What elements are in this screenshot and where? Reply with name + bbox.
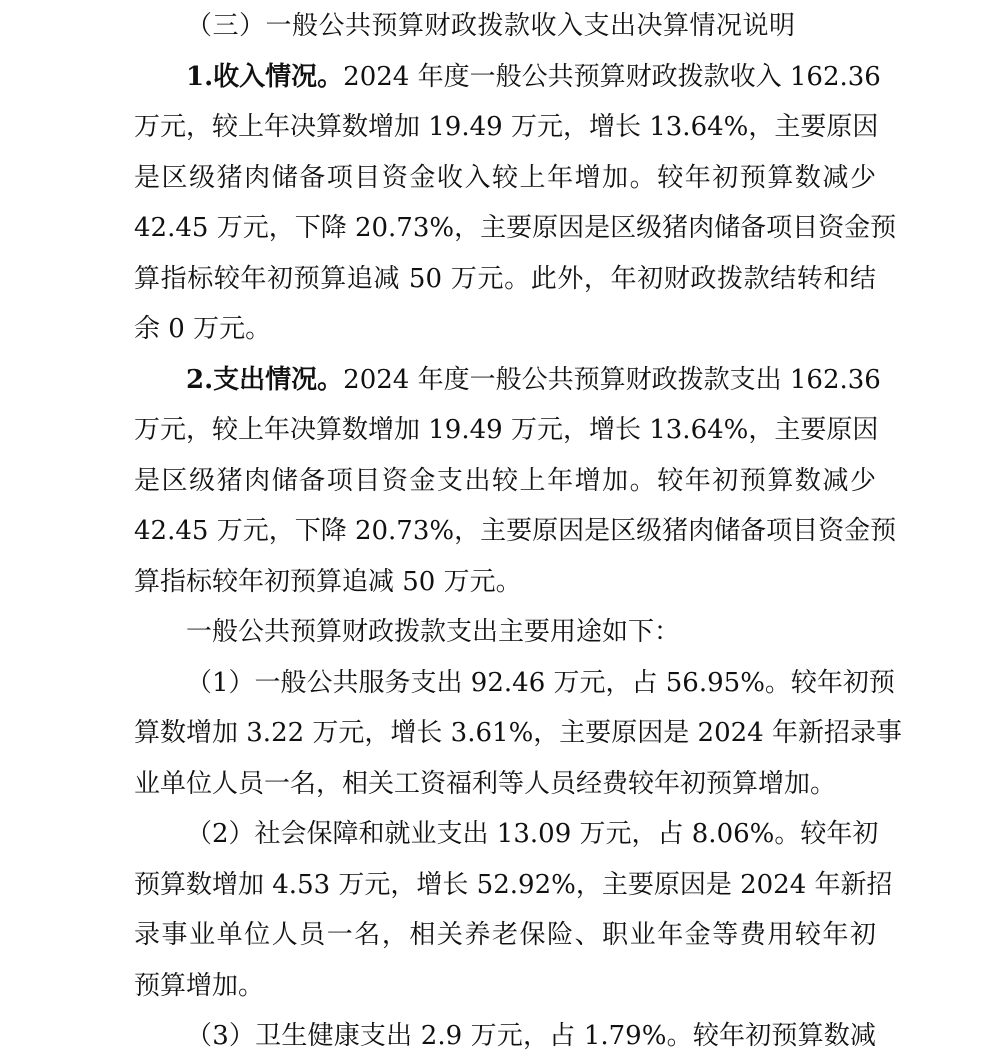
expenditure-line-2: 万元，较上年决算数增加 19.49 万元，增长 13.64%，主要原因 [134,415,879,445]
section-heading: （三）一般公共预算财政拨款收入支出决算情况说明 [186,11,796,41]
expenditure-line-5: 算指标较年初预算追减 50 万元。 [134,566,522,597]
use-item-1-line-1: （1）一般公共服务支出 92.46 万元，占 56.95%。较年初预 [186,667,895,698]
income-line-3: 是区级猪肉储备项目资金收入较上年增加。较年初预算数减少 [134,162,876,193]
use-item-2-line-1: （2）社会保障和就业支出 13.09 万元，占 8.06%。较年初 [186,819,879,849]
expenditure-line-1 [134,355,881,406]
expenditure-text-1: 2024 年度一般公共预算财政拨款支出 162.36 [343,364,881,395]
use-item-2-line-3: 录事业单位人员一名，相关养老保险、职业年金等费用较年初 [134,920,876,950]
use-item-2 [134,809,893,1011]
document-page [134,0,902,1062]
use-item-2-line-2: 预算数增加 4.53 万元，增长 52.92%，主要原因是 2024 年新招 [134,869,893,900]
expenditure-line-3: 是区级猪肉储备项目资金支出较上年增加。较年初预算数减少 [134,465,876,496]
use-item-1-line-2: 算数增加 3.22 万元，增长 3.61%，主要原因是 2024 年新招录事 [134,718,902,748]
expenditure-label: 2.支出情况。 [186,364,344,395]
income-label: 1.收入情况。 [186,61,344,92]
expenditure-line-4: 42.45 万元，下降 20.73%，主要原因是区级猪肉储备项目资金预 [134,516,897,546]
uses-intro: 一般公共预算财政拨款支出主要用途如下： [186,617,681,647]
use-item-3-line-1: （3）卫生健康支出 2.9 万元，占 1.79%。较年初预算数减 [186,1021,876,1051]
use-item-2-line-4: 预算增加。 [134,970,265,1001]
income-line-5: 算指标较年初预算追减 50 万元。此外，年初财政拨款结转和结 [134,263,876,294]
income-paragraph [134,52,897,355]
expenditure-paragraph [134,355,897,608]
income-text-1: 2024 年度一般公共预算财政拨款收入 162.36 [343,61,881,92]
income-line-2: 万元，较上年决算数增加 19.49 万元，增长 13.64%，主要原因 [134,112,879,142]
income-line-4: 42.45 万元，下降 20.73%，主要原因是区级猪肉储备项目资金预 [134,213,897,243]
income-line-1 [134,52,881,103]
use-item-1 [134,658,902,810]
use-item-1-line-3: 业单位人员一名，相关工资福利等人员经费较年初预算增加。 [134,768,837,799]
income-line-6: 余 0 万元。 [134,314,272,344]
use-item-3 [134,1011,876,1062]
